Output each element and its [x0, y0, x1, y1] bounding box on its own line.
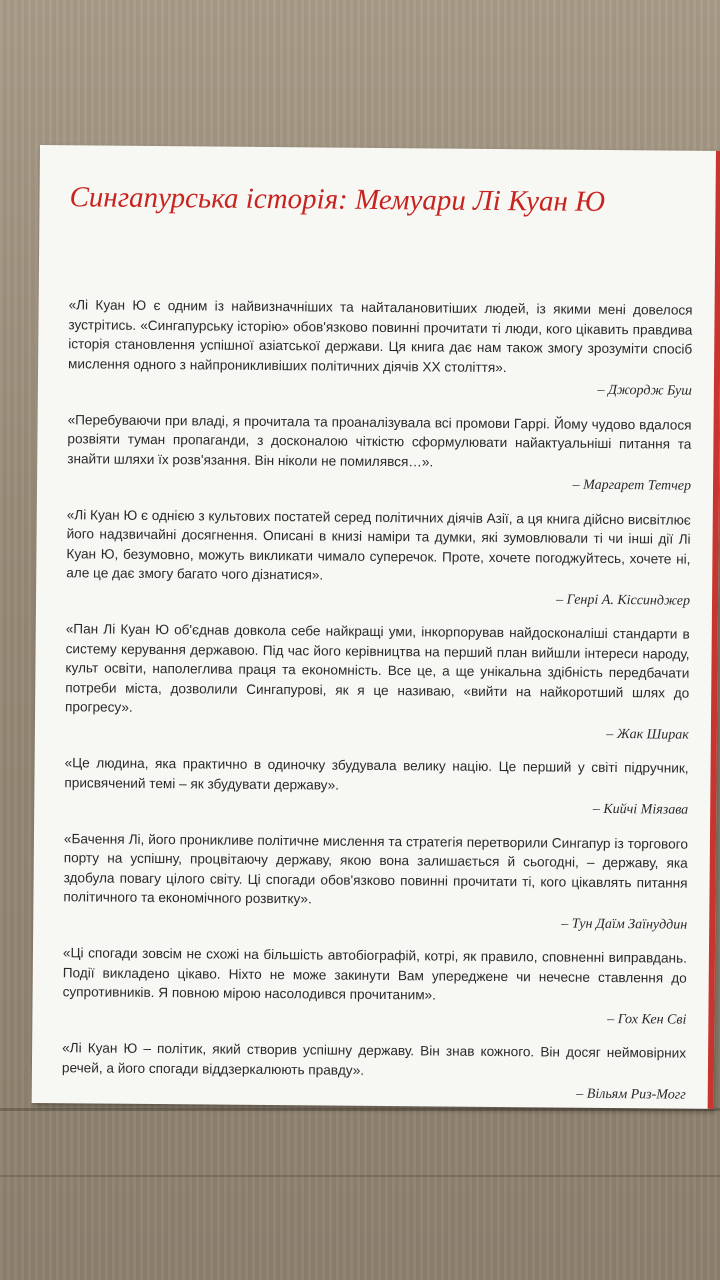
quote-author: – Вільям Риз-Могг [576, 1086, 686, 1103]
quote-text: «Лі Куан Ю є одним із найвизначніших та найталановитіших людей, із якими мені довелося зустрітись. «Сингапурську історію» обов'язково повинні прочитати ті люди, кого цікавить правдива історія становлення успішної азіатської держави. Ця книга дає нам також змогу зрозуміти спосіб мислення одного з найпроникливіших політичних діячів XX століття». [68, 297, 693, 375]
quote-author: – Жак Ширак [606, 726, 689, 743]
book-back-cover [32, 145, 720, 1109]
quote-author: – Тун Даїм Заїнуддин [561, 916, 688, 933]
quote-block [68, 295, 693, 401]
quote-author: – Джордж Буш [597, 382, 692, 399]
quote-block [65, 619, 690, 744]
quote-text: «Ці спогади зовсім не схожі на більшість автобіографій, котрі, як правило, сповненні виправдань. Події викладено цікаво. Ніхто не може закинути Вам упереджене чи нечесне ставлення до супротивників. Я повною мірою насолодився прочитаним». [62, 945, 687, 1003]
quote-text: «Лі Куан Ю – політик, який створив успішну державу. Він знав кожного. Він досяг неймовірних речей, а його спогади віддзеркалюють правду». [61, 1040, 687, 1078]
quote-text: «Бачення Лі, його проникливе політичне мислення та стратегія перетворили Сингапур із торгового порту на успішну, процвітаючу державу, якою вона залишається й сьогодні, – державу, яка здобула повагу цілого світу. Ці спогади обов'язково повинні прочитати ті, кого цікавлять питання політичного та економічного розвитку». [63, 830, 688, 907]
cardboard-seam [0, 1175, 720, 1177]
quote-text: «Перебуваючи при владі, я прочитала та проаналізувала всі промови Гаррі. Йому чудово вдалося розвіяти туман пропаганди, з досконалою чіткістю сформулювати найактуальніші питання та знайти шляхи їх розв'язання. Він ніколи не помилявся…». [67, 411, 692, 469]
quote-text: «Пан Лі Куан Ю об'єднав довкола себе найкращі уми, інкорпорував найдосконаліші стандарти в систему керування державою. Під час його керівництва на перший план вийшли інтереси народу, культ освіти, наполеглива праця та економність. Все це, а ще унікальна здібність передбачати потреби міста, дозволили Сингапурові, як я це називаю, «вийти на найкоротший шлях до прогресу». [65, 621, 690, 715]
quotes-list [62, 295, 693, 1119]
quote-block [62, 943, 687, 1029]
quote-text: «Лі Куан Ю є однією з культових постатей серед політичних діячів Азії, а ця книга дійсно висвітлює його надзвичайні досягнення. Описані в книзі наміри та думки, які зумовлювали ті чи інші дії Лі Куан Ю, безумовно, можуть викликати чимало суперечок. Проте, хочете погоджуйтесь, хочете ні, але це дає змогу багато чого дізнатися». [66, 506, 691, 583]
quote-author: – Кийчі Міязава [592, 801, 689, 818]
quote-block [67, 410, 692, 496]
quote-author: – Гох Кен Сві [607, 1011, 687, 1028]
quote-author: – Генрі А. Кіссинджер [556, 592, 691, 609]
quote-text: «Це людина, яка практично в одиночку збудувала велику націю. Це перший у світі підручник, присвячений темі – як збудувати державу». [64, 755, 689, 793]
quote-block [63, 829, 688, 935]
book-title: Сингапурська історія: Мемуари Лі Куан Ю [69, 181, 606, 218]
quote-block [62, 1038, 687, 1105]
quote-author: – Маргарет Тетчер [572, 477, 692, 494]
quote-block [66, 505, 691, 611]
quote-block [64, 753, 689, 820]
